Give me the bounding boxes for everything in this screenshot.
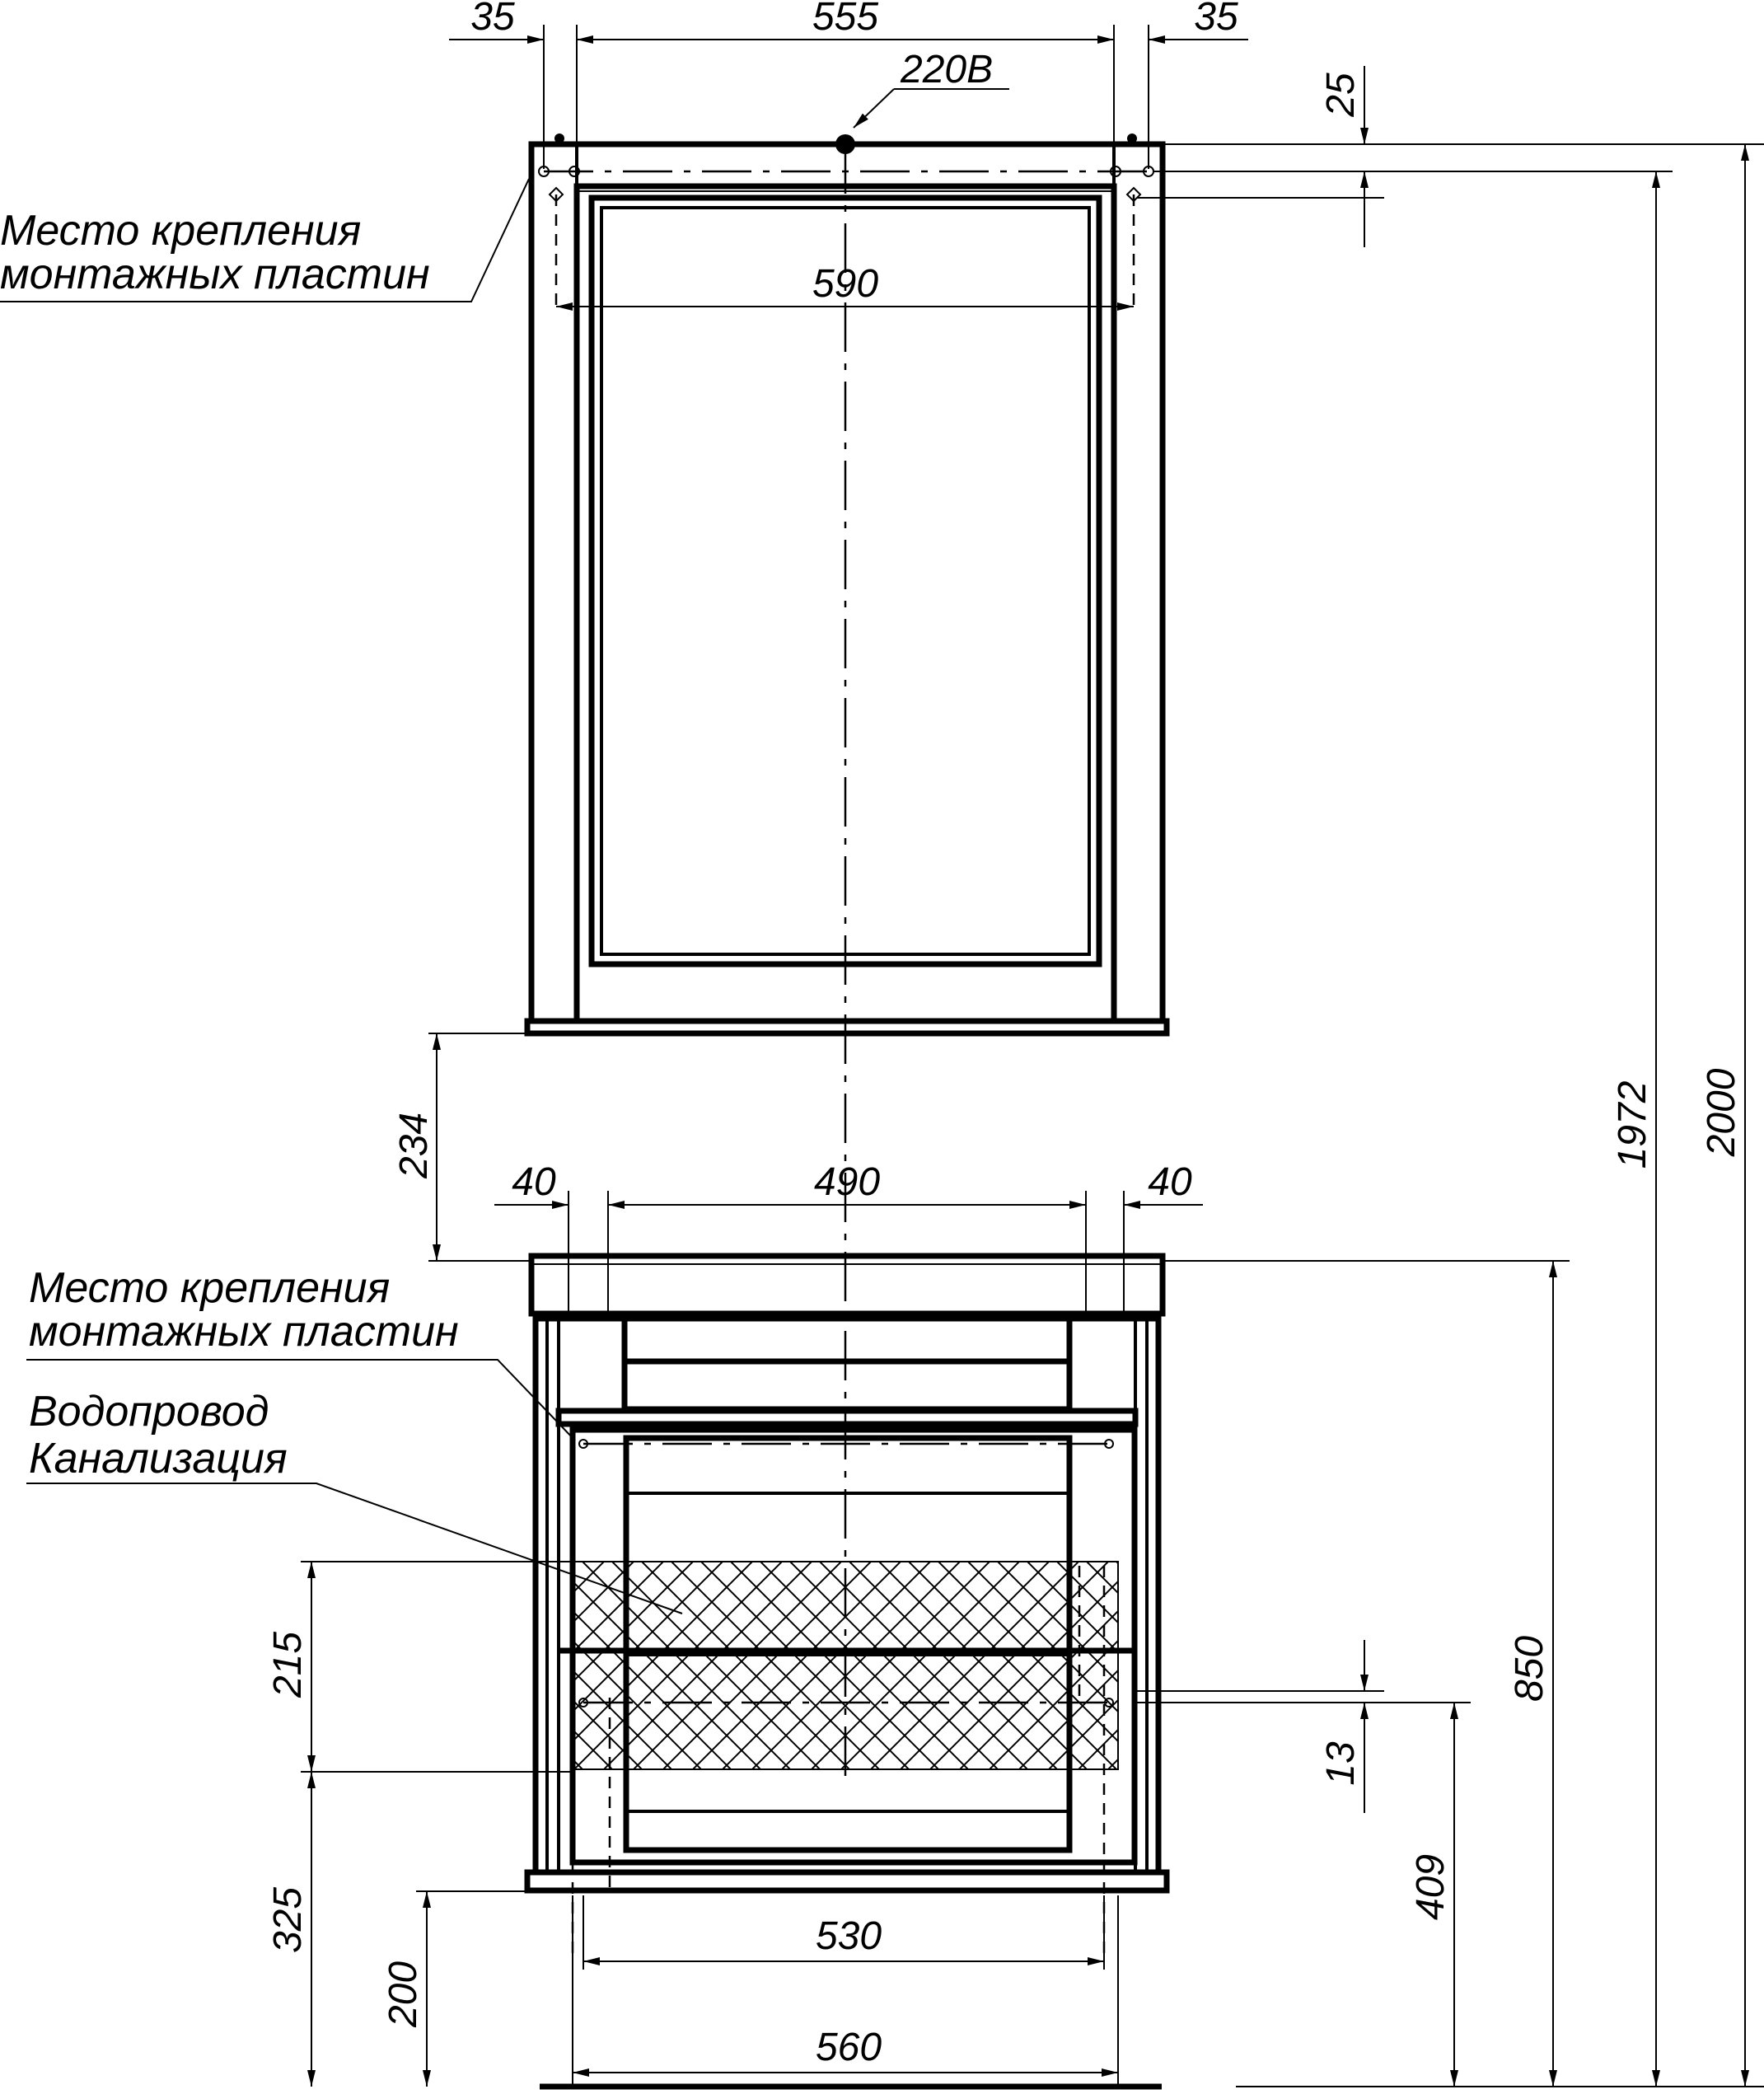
- cabinet-mount-label-line1: Место крепления: [29, 1264, 391, 1312]
- mirror-hook-left-icon: [554, 134, 564, 143]
- dim-utilities-zone: 215: [266, 1631, 310, 1698]
- dim-cabinet-mount-offset: 13: [1319, 1741, 1363, 1786]
- dim-cabinet-center: 490: [813, 1160, 881, 1204]
- cabinet-bottom-dimensions: [573, 1895, 1118, 2085]
- dim-utilities-zone-bottom: 325: [266, 1886, 310, 1954]
- mirror-mount-label-line2: монтажных пластин: [0, 251, 430, 298]
- utilities-label-line1: Водопровод: [29, 1388, 269, 1436]
- power-label: 220В: [901, 48, 994, 91]
- dim-mirror-left: 35: [470, 0, 515, 39]
- dim-mirror-right: 35: [1194, 0, 1238, 39]
- mirror-mount-label: [0, 179, 529, 302]
- dim-cabinet-left: 40: [512, 1160, 556, 1204]
- dim-cabinet-right: 40: [1148, 1160, 1192, 1204]
- cabinet-top-rail: [559, 1411, 1135, 1424]
- dim-floor-clearance: 200: [381, 1960, 425, 2028]
- cabinet-height-dimension: [1163, 1261, 1570, 2087]
- dim-mirror-inner-width: 590: [812, 262, 879, 306]
- cabinet: [527, 1256, 1167, 1961]
- utilities-zone-hatch: [573, 1562, 1118, 1769]
- dim-cabinet-mount-height: 409: [1409, 1853, 1453, 1921]
- mirror-bottom-shelf: [527, 1021, 1167, 1033]
- mirror-hook-right-icon: [1127, 134, 1137, 143]
- cabinet-plinth: [527, 1872, 1167, 1890]
- cabinet-mount-label-line2: монтажных пластин: [29, 1308, 459, 1356]
- dim-cabinet-width-560: 560: [815, 2026, 882, 2069]
- dim-mirror-mount-offset: 25: [1319, 73, 1363, 117]
- cabinet-mount-dimensions: [1135, 1640, 1471, 2087]
- mirror-inner-width-dimension: [556, 262, 1134, 307]
- utilities-label-line2: Канализация: [29, 1435, 288, 1483]
- dim-gap: 234: [392, 1112, 436, 1179]
- dim-cabinet-width-530: 530: [815, 1914, 882, 1958]
- gap-dimension: [392, 1033, 531, 1261]
- dim-overall-2000: 2000: [1700, 1068, 1743, 1157]
- dim-cabinet-height: 850: [1508, 1635, 1551, 1703]
- mirror-mount-label-line1: Место крепления: [0, 207, 362, 255]
- cabinet-top-dimensions: [494, 1160, 1203, 1319]
- dim-overall-1972: 1972: [1611, 1080, 1654, 1169]
- floor-clearance-dimension: [381, 1891, 527, 2087]
- overall-dimensions: [1153, 144, 1764, 2087]
- mirror-mount-offset-dimension: [1137, 66, 1384, 247]
- dim-mirror-center: 555: [812, 0, 879, 39]
